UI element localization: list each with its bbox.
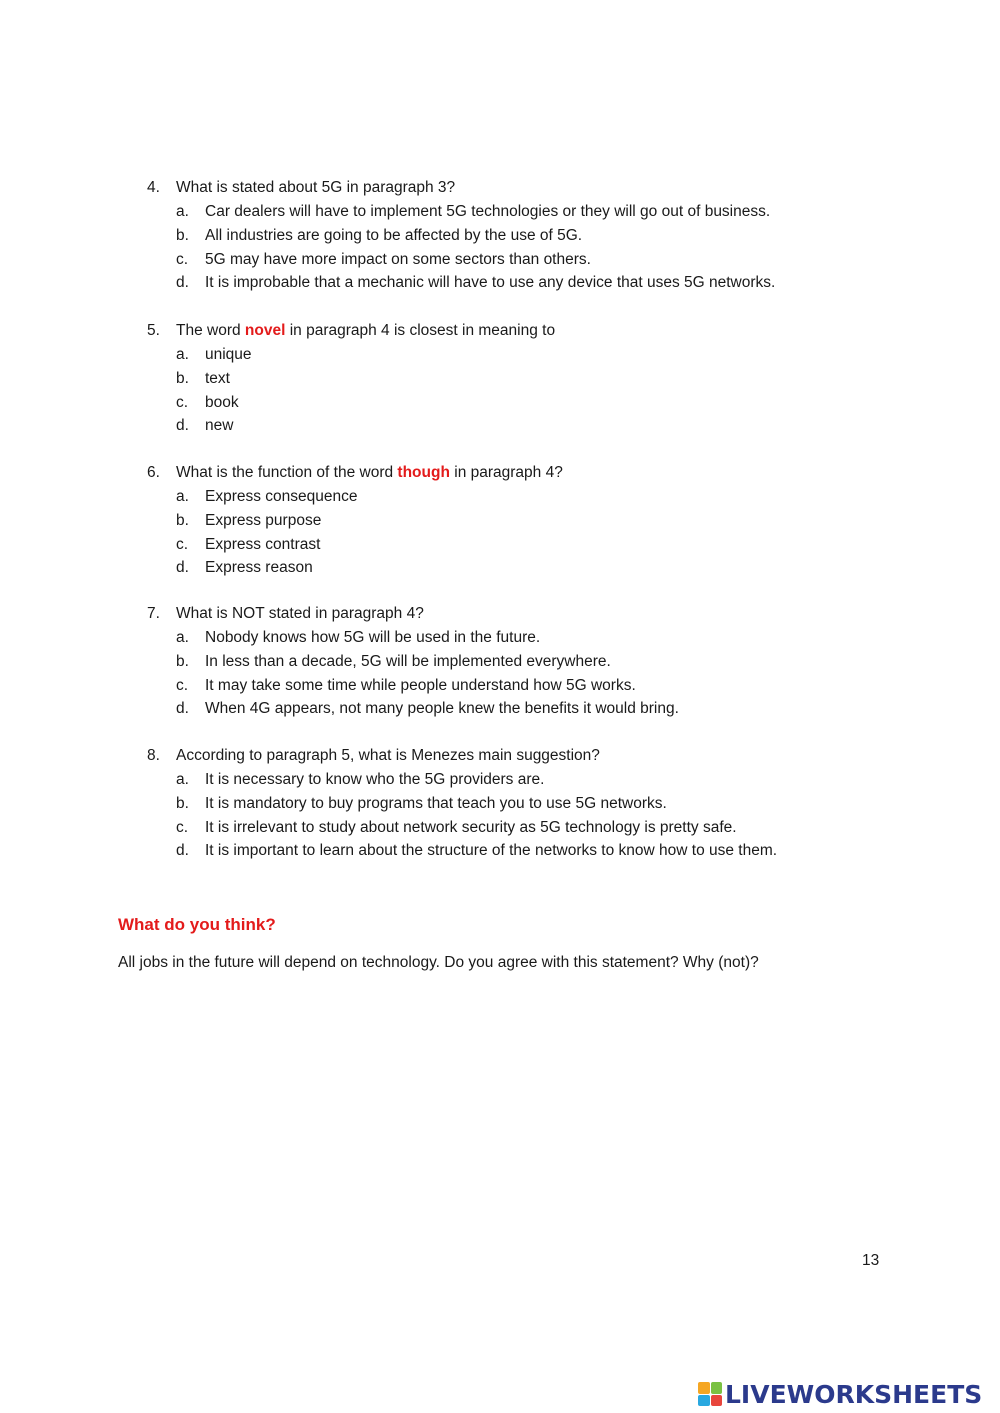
question-stem (147, 176, 907, 200)
question-5 (147, 319, 907, 438)
option-d (176, 556, 907, 580)
question-text: What is stated about 5G in paragraph 3? (176, 179, 456, 196)
option-text: book (205, 393, 239, 411)
option-text: Car dealers will have to implement 5G technologies or they will go out of business. (205, 203, 771, 220)
option-letter: a. (176, 771, 189, 788)
option-a (176, 343, 907, 367)
option-letter: a. (176, 346, 189, 363)
option-text: new (205, 417, 234, 435)
option-letter: a. (176, 629, 189, 646)
question-text-before: What is the function of the word (176, 464, 398, 481)
option-text: 5G may have more impact on some sectors than others. (205, 250, 591, 268)
option-letter: c. (176, 676, 189, 694)
question-stem (147, 602, 907, 626)
question-text-after: in paragraph 4? (449, 464, 563, 481)
option-text: It may take some time while people understand how 5G works. (205, 676, 636, 694)
page-number: 13 (862, 1252, 880, 1269)
option-letter: c. (176, 250, 189, 268)
option-letter: a. (176, 488, 189, 505)
option-b (176, 792, 907, 816)
option-a (176, 768, 907, 792)
option-b (176, 650, 907, 674)
option-text: All industries are going to be affected by the use of 5G. (205, 226, 583, 244)
question-number: 8. (147, 747, 160, 764)
section-heading: What do you think? (118, 915, 276, 934)
question-stem (147, 744, 907, 768)
option-a (176, 485, 907, 509)
option-text: It is mandatory to buy programs that teach you to use 5G networks. (205, 794, 667, 812)
option-text: text (205, 369, 230, 387)
watermark-text: LIVEWORKSHEETS (725, 1379, 983, 1409)
question-text: What is NOT stated in paragraph 4? (176, 605, 424, 622)
discussion-prompt: All jobs in the future will depend on technology. Do you agree with this statement? Why (not)? (118, 954, 759, 971)
option-text: When 4G appears, not many people knew the benefits it would bring. (205, 700, 679, 718)
question-6 (147, 461, 907, 580)
question-stem (147, 319, 907, 343)
option-b (176, 367, 907, 391)
question-stem (147, 461, 907, 485)
option-letter: b. (176, 226, 189, 244)
option-text: It is important to learn about the structure of the networks to know how to use them. (205, 842, 778, 860)
option-letter: c. (176, 818, 189, 836)
option-letter: d. (176, 700, 189, 718)
option-text: Express purpose (205, 511, 322, 529)
option-letter: c. (176, 393, 189, 411)
option-letter: d. (176, 274, 189, 292)
option-letter: b. (176, 369, 189, 387)
question-8 (147, 744, 907, 863)
option-letter: d. (176, 559, 189, 577)
option-a (176, 200, 907, 224)
question-number: 5. (147, 322, 160, 339)
option-text: It is necessary to know who the 5G providers are. (205, 771, 545, 788)
option-text: It is improbable that a mechanic will have to use any device that uses 5G networks. (205, 274, 776, 292)
highlighted-keyword: though (397, 464, 450, 481)
question-7 (147, 602, 907, 721)
option-c (176, 674, 907, 698)
option-c (176, 533, 907, 557)
option-letter: c. (176, 535, 189, 553)
question-text-before: The word (176, 322, 245, 339)
option-text: In less than a decade, 5G will be implemented everywhere. (205, 652, 611, 670)
question-text (176, 319, 555, 343)
option-text: It is irrelevant to study about network security as 5G technology is pretty safe. (205, 818, 737, 836)
option-letter: d. (176, 417, 189, 435)
option-letter: b. (176, 794, 189, 812)
option-letter: a. (176, 203, 189, 220)
question-text (176, 461, 563, 485)
option-text: unique (205, 346, 252, 363)
option-letter: b. (176, 511, 189, 529)
option-b (176, 509, 907, 533)
option-c (176, 391, 907, 415)
question-text-after: in paragraph 4 is closest in meaning to (285, 322, 556, 339)
option-d (176, 414, 907, 438)
option-text: Express consequence (205, 488, 358, 505)
question-number: 7. (147, 605, 160, 622)
question-number: 6. (147, 464, 160, 481)
question-text: According to paragraph 5, what is Menezes main suggestion? (176, 747, 600, 764)
liveworksheets-logo-icon (698, 1382, 722, 1406)
option-d (176, 839, 907, 863)
option-text: Express reason (205, 559, 313, 577)
question-number: 4. (147, 179, 160, 196)
liveworksheets-watermark (698, 1378, 982, 1410)
option-c (176, 816, 907, 840)
option-letter: b. (176, 652, 189, 670)
option-c (176, 248, 907, 272)
option-text: Nobody knows how 5G will be used in the future. (205, 629, 541, 646)
question-4 (147, 176, 907, 295)
option-d (176, 271, 907, 295)
option-b (176, 224, 907, 248)
option-a (176, 626, 907, 650)
option-letter: d. (176, 842, 189, 860)
option-d (176, 697, 907, 721)
highlighted-keyword: novel (244, 322, 286, 339)
option-text: Express contrast (205, 535, 321, 553)
